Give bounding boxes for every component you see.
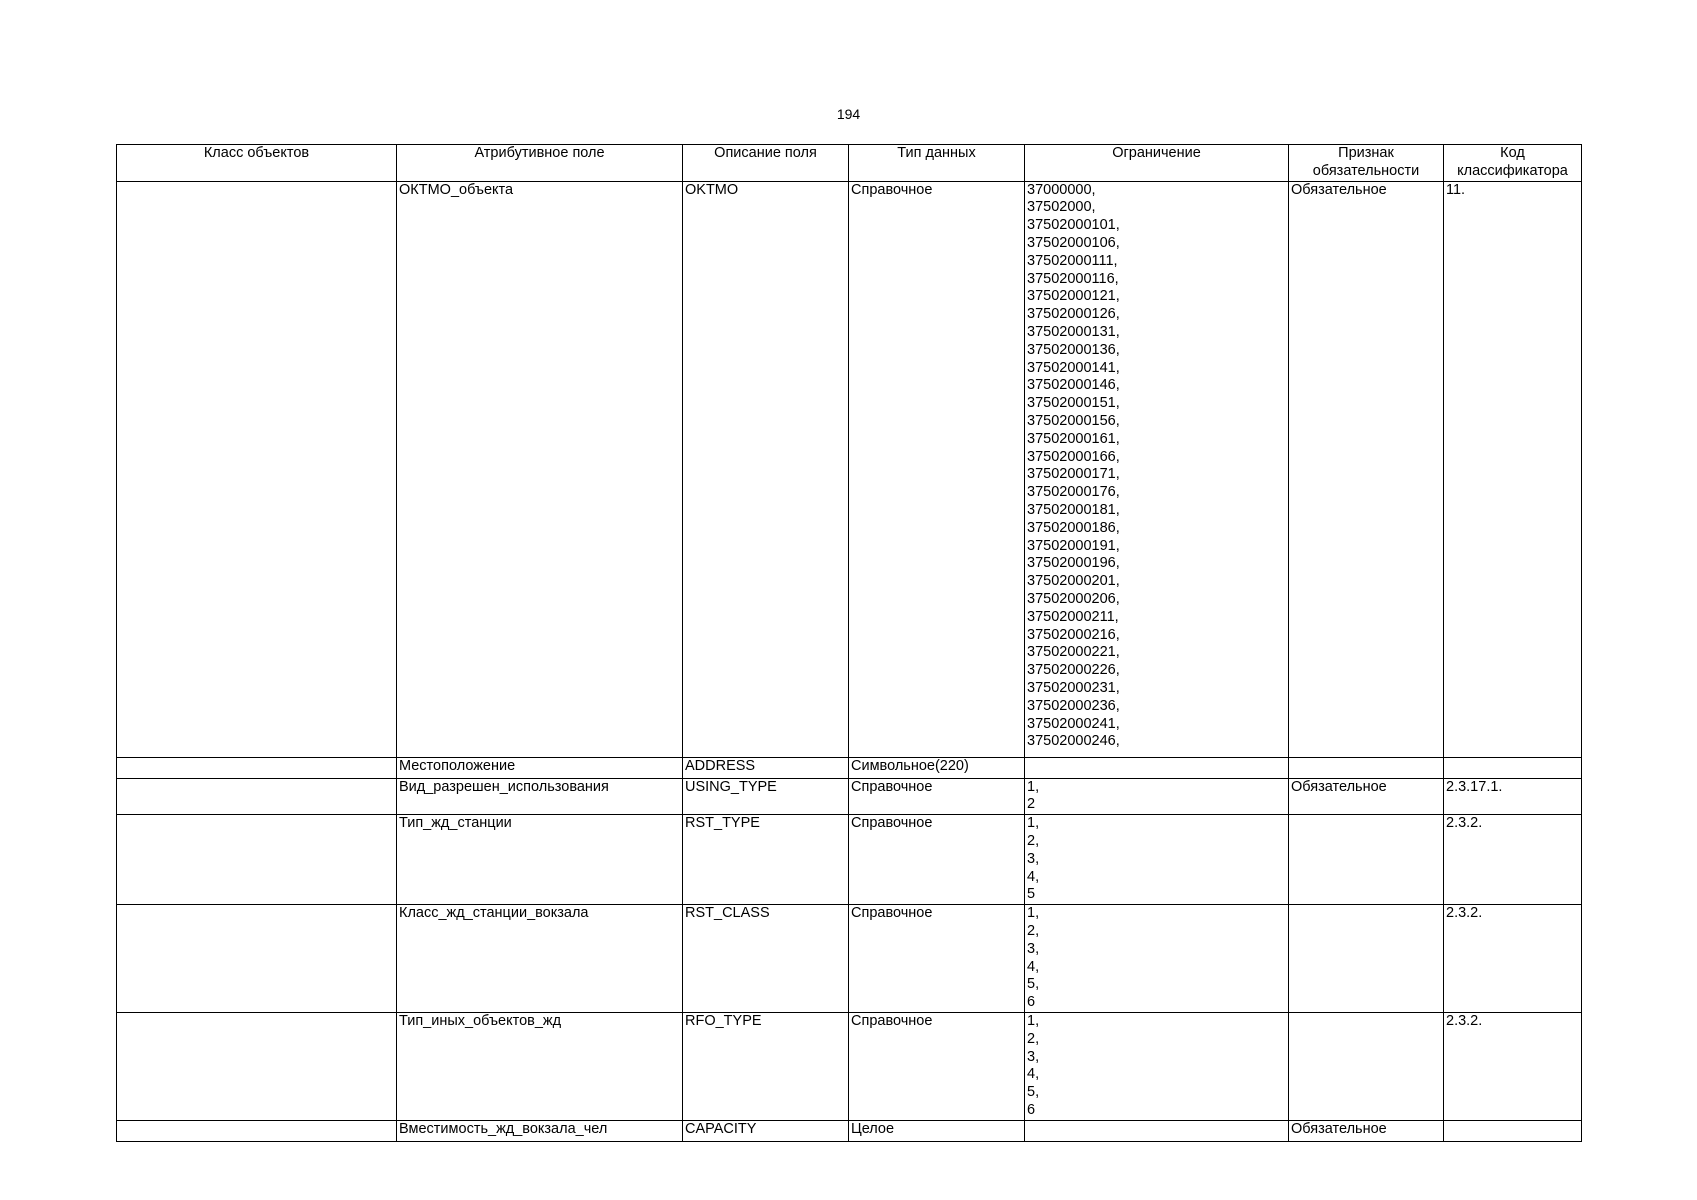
cell-constraint	[1025, 905, 1289, 1013]
cell-class	[117, 778, 397, 815]
table-row	[117, 815, 1582, 905]
cell-type: Целое	[849, 1120, 1025, 1141]
cell-description: RST_CLASS	[683, 905, 849, 1013]
cell-field: Вместимость_жд_вокзала_чел	[397, 1120, 683, 1141]
cell-type: Справочное	[849, 778, 1025, 815]
cell-code: 2.3.17.1.	[1444, 778, 1582, 815]
cell-field: Класс_жд_станции_вокзала	[397, 905, 683, 1013]
cell-field: Вид_разрешен_использования	[397, 778, 683, 815]
cell-required	[1289, 815, 1444, 905]
cell-description: OKTMO	[683, 181, 849, 757]
cell-code: 2.3.2.	[1444, 815, 1582, 905]
cell-type: Справочное	[849, 181, 1025, 757]
table-row	[117, 905, 1582, 1013]
cell-required: Обязательное	[1289, 1120, 1444, 1141]
cell-constraint	[1025, 815, 1289, 905]
cell-code: 11.	[1444, 181, 1582, 757]
table-row	[117, 757, 1582, 778]
cell-field: Местоположение	[397, 757, 683, 778]
table-row	[117, 778, 1582, 815]
cell-type: Справочное	[849, 815, 1025, 905]
table-row	[117, 1120, 1582, 1141]
cell-constraint	[1025, 778, 1289, 815]
constraint-text: 37000000, 37502000, 37502000101, 37502000106, 37502000111, 37502000116, 37502000121, 37502000126, 37502000131, 37502000136, 37502000141, 37502000146, 37502000151, 37502000156, 37502000161, 37502000166, 37502000171, 37502000176, 37502000181, 37502000186, 37502000191, 37502000196, 37502000201, 37502000206, 37502000211, 37502000216, 37502000221, 37502000226, 37502000231, 37502000236, 37502000241, 37502000246,	[1027, 181, 1120, 750]
table-row	[117, 1012, 1582, 1120]
cell-required	[1289, 757, 1444, 778]
cell-code: 2.3.2.	[1444, 905, 1582, 1013]
page-number: 194	[836, 106, 861, 122]
cell-code	[1444, 757, 1582, 778]
cell-description: USING_TYPE	[683, 778, 849, 815]
table-row	[117, 181, 1582, 757]
cell-required	[1289, 905, 1444, 1013]
cell-field: Тип_иных_объектов_жд	[397, 1012, 683, 1120]
constraint-text: 1, 2, 3, 4, 5, 6	[1027, 905, 1040, 1011]
header-description: Описание поля	[683, 145, 849, 182]
header-required: Признак обязательности	[1289, 145, 1444, 182]
header-code: Код классификатора	[1444, 145, 1582, 182]
cell-description: RST_TYPE	[683, 815, 849, 905]
cell-constraint	[1025, 1012, 1289, 1120]
cell-required: Обязательное	[1289, 778, 1444, 815]
cell-description: ADDRESS	[683, 757, 849, 778]
cell-class	[117, 1012, 397, 1120]
constraint-text: 1, 2	[1027, 778, 1040, 813]
cell-class	[117, 1120, 397, 1141]
cell-field: ОКТМО_объекта	[397, 181, 683, 757]
cell-class	[117, 905, 397, 1013]
cell-class	[117, 757, 397, 778]
cell-class	[117, 181, 397, 757]
cell-code	[1444, 1120, 1582, 1141]
cell-required: Обязательное	[1289, 181, 1444, 757]
header-row	[117, 145, 1582, 182]
cell-field: Тип_жд_станции	[397, 815, 683, 905]
header-field: Атрибутивное поле	[397, 145, 683, 182]
cell-description: RFO_TYPE	[683, 1012, 849, 1120]
cell-required	[1289, 1012, 1444, 1120]
cell-constraint	[1025, 181, 1289, 757]
constraint-text: 1, 2, 3, 4, 5, 6	[1027, 1012, 1040, 1118]
cell-constraint	[1025, 1120, 1289, 1141]
header-class: Класс объектов	[117, 145, 397, 182]
cell-code: 2.3.2.	[1444, 1012, 1582, 1120]
cell-type: Символьное(220)	[849, 757, 1025, 778]
cell-type: Справочное	[849, 905, 1025, 1013]
cell-description: CAPACITY	[683, 1120, 849, 1141]
cell-type: Справочное	[849, 1012, 1025, 1120]
cell-constraint	[1025, 757, 1289, 778]
header-constraint: Ограничение	[1025, 145, 1289, 182]
cell-class	[117, 815, 397, 905]
header-type: Тип данных	[849, 145, 1025, 182]
constraint-text: 1, 2, 3, 4, 5	[1027, 815, 1040, 903]
attribute-table	[116, 144, 1582, 1142]
